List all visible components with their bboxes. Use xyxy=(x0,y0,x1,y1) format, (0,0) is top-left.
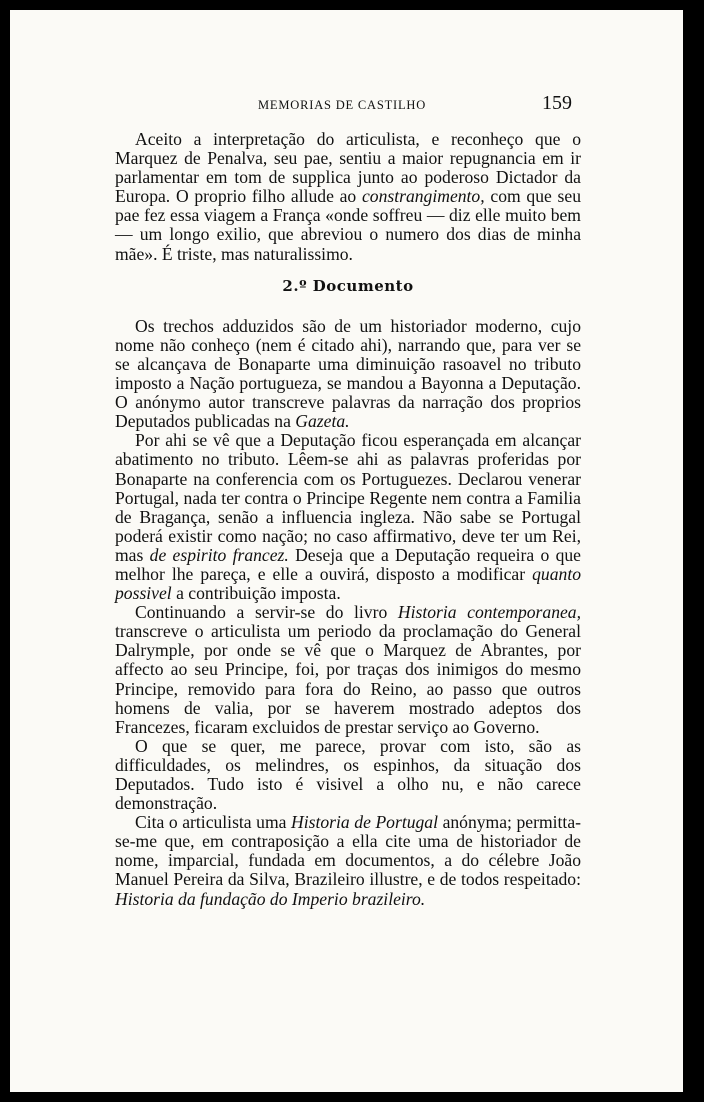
text-run: Por ahi se vê que a Deputação ficou esperançada em alcançar abatimento no tributo. Lêem-se ahi as palavras proferidas por Bonaparte na conferencia com os Portuguezes. Declarou venerar Portugal, nada ter contra o Principe Regente nem contra a Familia de Bragança, senão a influencia ingleza. Não sabe se Portugal poderá existir como nação; no caso affirmativo, deve ter um Rei, mas xyxy=(115,430,581,565)
page-number: 159 xyxy=(542,92,572,114)
paragraph-6 xyxy=(115,813,581,908)
text-run: Aceito a interpretação do articulista, e reconheço que o Marquez de Penalva, seu pae, sentiu a maior repugnancia em ir parlamentar em tom de supplica junto ao poderoso Dictador da Europa. O proprio filho allude ao xyxy=(115,129,581,207)
paragraph-2 xyxy=(115,317,581,432)
italic-run: Historia de Portugal xyxy=(291,812,438,833)
running-title: MEMORIAS DE CASTILHO xyxy=(258,98,427,112)
italic-run: Historia da fundação do Imperio brazileiro. xyxy=(115,888,426,909)
italic-run: de espirito francez. xyxy=(149,544,289,565)
italic-run: constrangimento, xyxy=(361,186,485,207)
text-run: a contribuição imposta. xyxy=(171,583,341,604)
paragraph-3 xyxy=(115,431,581,603)
text-run: transcreve o articulista um periodo da proclamação do General Dalrymple, por onde se vê que o Marquez de Abrantes, por affecto ao seu Principe, foi, por traças dos inimigos do mesmo Principe, removido para fora do Reino, ao passo que outros homens de valia, por se haverem mostrado adeptos dos Francezes, ficaram excluidos de prestar serviço ao Governo. xyxy=(115,621,581,737)
paragraph-4 xyxy=(115,603,581,737)
page-header xyxy=(10,92,683,120)
text-run: Os trechos adduzidos são de um historiador moderno, cujo nome não conheço (nem é citado ahi), narrando que, para ver se se alcançava de Bonaparte uma diminuição rasoavel no tributo imposto a Nação portugueza, se mandou a Bayonna a Deputação. O anónymo autor transcreve palavras da narração dos proprios Deputados publicadas na xyxy=(115,315,581,432)
text-run: Continuando a servir-se do livro xyxy=(135,602,398,623)
body-text xyxy=(115,130,581,909)
text-run: O que se quer, me parece, provar com isto, são as difficuldades, os melindres, os espinhos, da situação dos Deputados. Tudo isto é visivel a olho nu, e não carece demonstração. xyxy=(115,735,581,814)
italic-run: quanto possivel xyxy=(115,563,581,604)
italic-run: Gazeta. xyxy=(295,411,350,432)
text-run: Deseja que a Deputação requeira o que melhor lhe pareça, e elle a ouvirá, disposto a modificar xyxy=(115,544,581,584)
paragraph-5 xyxy=(115,737,581,813)
paragraph-1 xyxy=(115,130,581,264)
text-run: com que seu pae fez essa viagem a França «onde soffreu — diz elle muito bem — um longo exilio, que abreviou o numero dos dias de minha mãe». É triste, mas naturalissimo. xyxy=(115,186,582,264)
book-page xyxy=(10,10,689,1092)
section-title: 2.º Documento xyxy=(282,276,414,295)
text-run: Cita o articulista uma xyxy=(135,812,292,833)
italic-run: Historia contemporanea, xyxy=(397,602,581,623)
text-run: anónyma; permitta-se-me que, em contraposição a ella cite uma de historiador de nome, imparcial, fundada em documentos, a do célebre João Manuel Pereira da Silva, Brazileiro illustre, e de todos respeitado: xyxy=(115,812,581,890)
